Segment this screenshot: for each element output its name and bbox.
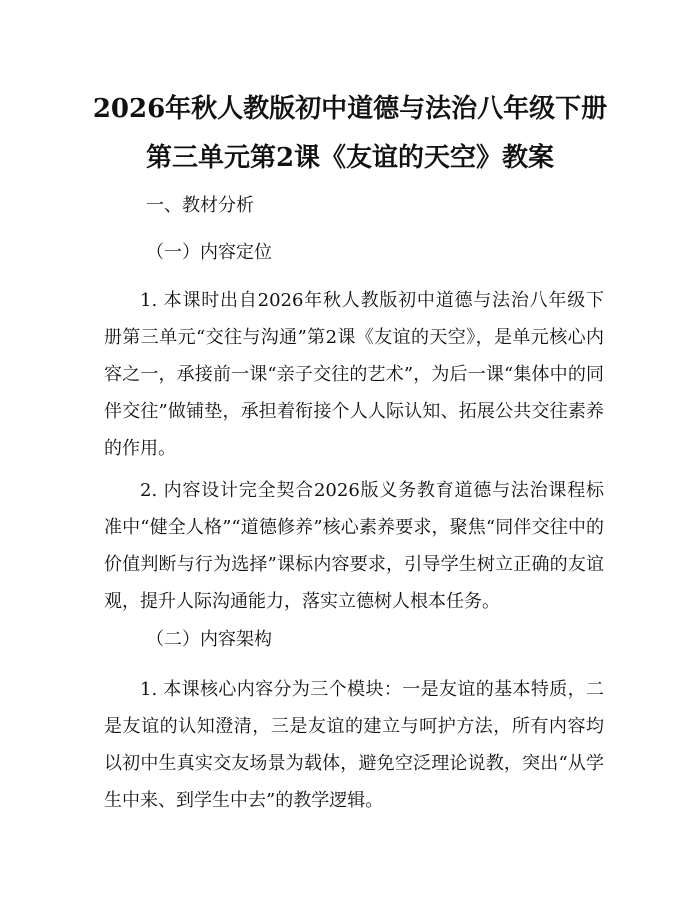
subsection-heading-content-positioning: （一）内容定位 bbox=[146, 242, 272, 263]
paragraph-content-positioning-2: 2. 内容设计完全契合2026版义务教育道德与法治课程标准中“健全人格”“道德修养”核心素养要求，聚焦“同伴交往中的价值判断与行为选择”课标内容要求，引导学生树立正确的友谊观，提升人际沟通能力，落实立德树人根本任务。 bbox=[104, 480, 604, 612]
subsection-heading-content-structure: （二）内容架构 bbox=[146, 629, 272, 650]
paragraph-content-positioning-1: 1. 本课时出自2026年秋人教版初中道德与法治八年级下册第三单元“交往与沟通”第2课《友谊的天空》，是单元核心内容之一，承接前一课“亲子交往的艺术”，为后一课“集体中的同伴交往”做铺垫，承担着衔接个人人际认知、拓展公共交往素养的作用。 bbox=[104, 290, 604, 459]
document-title-line2: 第三单元第2课《友谊的天空》教案 bbox=[145, 143, 555, 173]
paragraph-content-structure-1: 1. 本课核心内容分为三个模块：一是友谊的基本特质，二是友谊的认知澄清，三是友谊的建立与呵护方法，所有内容均以初中生真实交友场景为载体，避免空泛理论说教，突出“从学生中来、到学生中去”的教学逻辑。 bbox=[104, 679, 604, 811]
section-heading-textbook-analysis: 一、教材分析 bbox=[146, 195, 254, 216]
document-title-line1: 2026年秋人教版初中道德与法治八年级下册 bbox=[92, 94, 608, 124]
